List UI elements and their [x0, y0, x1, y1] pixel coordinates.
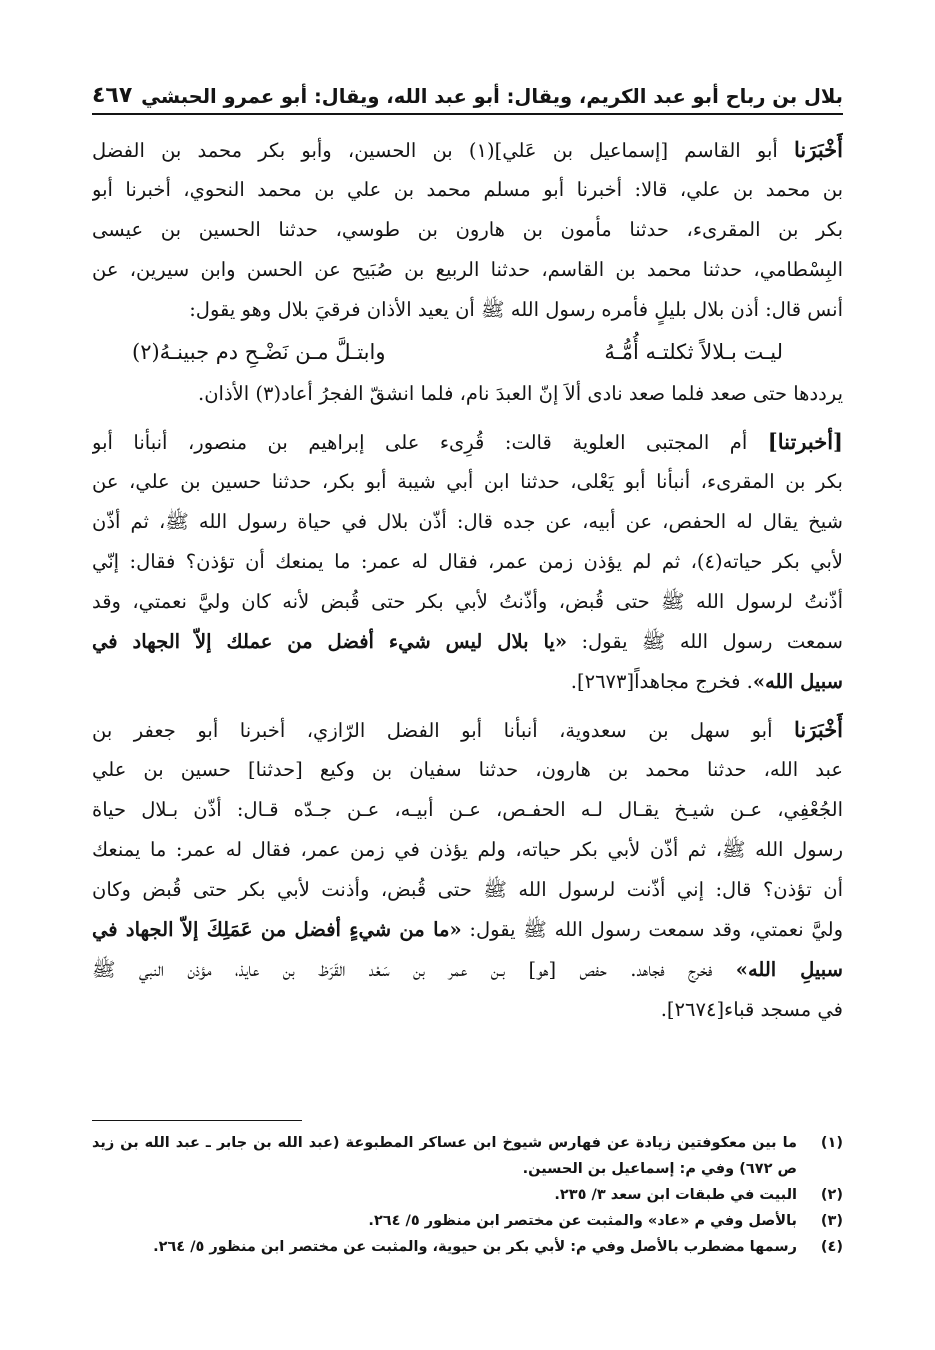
- footnote: [92, 1182, 843, 1208]
- text-line: شيخ يقال له الحفص، عن أبيه، عن جده قال: أذّن بلال في حياة رسول الله ﷺ، ثم أذّن: [92, 510, 843, 533]
- text-line: وليَّ نعمتي، وقد سمعت رسول الله ﷺ يقول:: [469, 918, 843, 941]
- text-line: في مسجد قباء[٢٦٧٤].: [660, 998, 843, 1021]
- hadith-quote: سبيل الله»: [752, 670, 843, 693]
- paragraph-1: [92, 130, 843, 330]
- text-line: بكر بن المقرىء، أنبأنا أبو يَعْلى، حدثنا ابن أبي شيبة أبو بكر، حدثنا حسين بن علي، عن: [92, 470, 843, 493]
- hadith-quote: «يا بلال ليس شيء أفضل من عملك إلاّ الجهاد في: [92, 630, 568, 653]
- lead-word: أَخْبَرَنا: [794, 717, 843, 742]
- paragraph-2: [92, 422, 843, 702]
- text-line: أن تؤذن؟ قال: إني أذّنت لرسول الله ﷺ حتى قُبض، وأذنت لأبي بكر حتى قُبض وكان: [92, 878, 843, 901]
- footnotes: [92, 1130, 843, 1260]
- header-divider: [92, 113, 843, 115]
- footnote-number: (٤): [820, 1239, 843, 1255]
- text-line: رسول الله ﷺ، ثم أذّن لأبي بكر حياته، ولم يؤذن في زمن عمر، فقال له عمر: ما يمنعك: [92, 838, 843, 861]
- hadith-quote: سبيلِ الله»: [735, 958, 843, 981]
- footnote-number: (٢): [820, 1187, 843, 1203]
- text-line: فخرج فجاهد. حفص [هو] بـن عمر بن سَعْد القَرَظ بن عايذ، مؤذن النبي ﷺ: [92, 958, 713, 981]
- main-text: [92, 130, 843, 1030]
- footnote-text: البيت في طبقات ابن سعد ٣/ ٢٣٥.: [554, 1187, 797, 1203]
- text-line: أبو سهل بن سعدوية، أنبأنا أبو الفضل الرّازي، أخبرنا أبو جعفر بن: [92, 719, 773, 742]
- text-line: أبو القاسم [إسماعيل بن عَلي](١) بن الحسين، وأبو بكر محمد بن الفضل: [92, 139, 778, 162]
- verse-second-hemistich: وابتـلَّ مـن نَضْـحِ دم جبينـهُ(٢): [132, 340, 386, 364]
- lead-word: أَخْبَرَنا: [794, 137, 843, 162]
- header-title: بلال بن رباح أبو عبد الكريم، ويقال: أبو عبد الله، ويقال: أبو عمرو الحبشي: [141, 85, 843, 108]
- footnote: [92, 1234, 843, 1260]
- text-line: عبد الله، حدثنا محمد بن هارون، حدثنا سفيان بن وكيع [حدثنا] حسين بن علي: [92, 758, 843, 781]
- running-header: [92, 68, 843, 108]
- text-line: لأبي بكر حياته(٤)، ثم لم يؤذن زمن عمر، فقال له عمر: ما يمنعك أن تؤذن؟ فقال: إنّي: [92, 550, 843, 573]
- text-line: البِسْطامي، حدثنا محمد بن القاسم، حدثنا الربيع بن صُبَيح عن الحسن وابن سيرين، عن: [92, 258, 843, 281]
- footnote-text: ما بين معكوفتين زيادة عن فهارس شيوخ ابن عساكر المطبوعة (عبد الله بن جابر ـ عبد الله بن زيد ص ٦٧٢) وفي م: إسماعيل بن الحسين.: [92, 1135, 797, 1177]
- footnote-divider: [92, 1120, 302, 1121]
- footnote-number: (١): [820, 1135, 843, 1151]
- text-line: بن محمد بن علي، قالا: أخبرنا أبو مسلم محمد بن علي بن محمد النحوي، أخبرنا أبو: [92, 178, 843, 201]
- text-line: أم المجتبى العلوية قالت: قُرِىء على إبراهيم بن منصور، أنبأنا أبو: [92, 431, 748, 454]
- text-line: الجُعْفِي، عـن شيـخ يقـال لـه الحفـص، عـن أبيـه، عـن جـدّه قـال: أذّن بـلال حياة: [92, 798, 843, 821]
- text-line: يرددها حتى صعد فلما صعد نادى ألاَ إنّ العبدَ نام، فلما انشقّ الفجرُ أعاد(٣) الأذان.: [198, 382, 843, 405]
- footnote-text: بالأصل وفي م «عاد» والمثبت عن مختصر ابن منظور ٥/ ٢٦٤.: [368, 1213, 797, 1229]
- text-line: أذّنتُ لرسول الله ﷺ حتى قُبض، وأذّنتُ لأبي بكر حتى قُبض لأنه كان وليَّ نعمتي، وقد: [92, 590, 843, 613]
- page-number: ٤٦٧: [92, 83, 133, 108]
- verse-first-hemistich: ليـت بـلالاً ثكلتـه أُمُّـهُ: [604, 340, 783, 364]
- text-line: أنس قال: أذن بلال بليلٍ فأمره رسول الله ﷺ أن يعيد الأذان فرقيَ بلال وهو يقول:: [189, 298, 843, 321]
- footnote: [92, 1208, 843, 1234]
- text-line: سمعت رسول الله ﷺ يقول:: [581, 630, 843, 653]
- text-line: بكر بن المقرىء، حدثنا مأمون بن هارون بن طوسي، حدثنا الحسين بن عيسى: [92, 218, 843, 241]
- footnote-text: رسمها مضطرب بالأصل وفي م: لأبي بكر بن حيوية، والمثبت عن مختصر ابن منظور ٥/ ٢٦٤.: [153, 1239, 797, 1255]
- hadith-quote: «ما من شيءٍ أفضل من عَمَلِكَ إلاّ الجهاد في: [92, 918, 462, 941]
- poetry-verse: [92, 330, 843, 374]
- paragraph-3: [92, 710, 843, 1030]
- lead-word: [أخبرتنا]: [767, 429, 843, 454]
- text-line: . فخرج مجاهداً[٢٦٧٣].: [570, 670, 753, 693]
- footnote-number: (٣): [820, 1213, 843, 1229]
- footnote: [92, 1130, 843, 1182]
